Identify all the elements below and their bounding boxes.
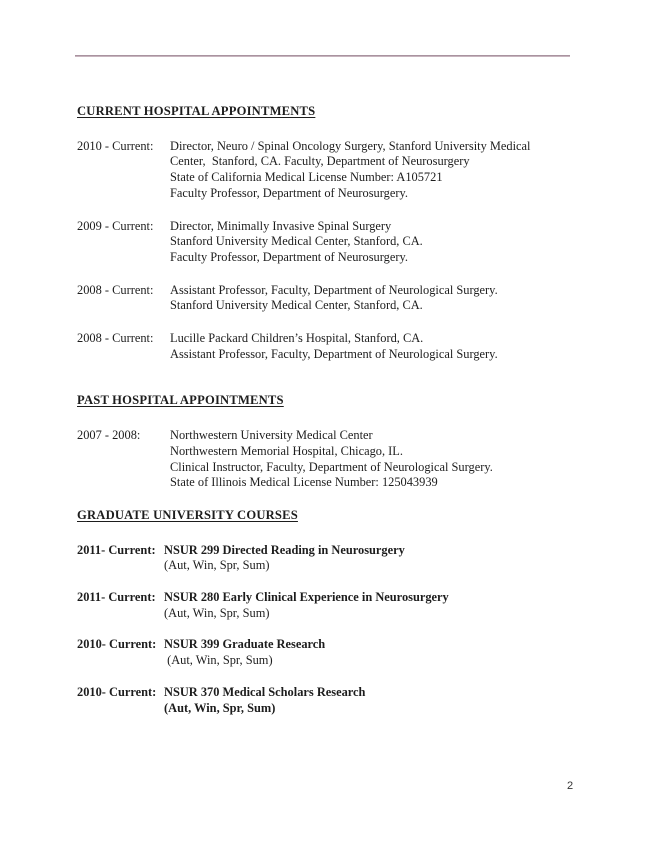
- entry-line: Assistant Professor, Faculty, Department of Neurological Surgery.: [170, 282, 498, 297]
- entry-line: Northwestern Memorial Hospital, Chicago, IL.: [170, 443, 403, 458]
- course-entry: [77, 543, 607, 574]
- course-date: 2011- Current:: [77, 590, 156, 605]
- entry-line: Stanford University Medical Center, Stanford, CA.: [170, 234, 423, 249]
- entry-line: State of Illinois Medical License Number: 125043939: [170, 475, 438, 490]
- entry-line: Lucille Packard Children’s Hospital, Stanford, CA.: [170, 331, 424, 346]
- entry-description: [170, 283, 607, 314]
- course-entry: [77, 685, 607, 716]
- course-terms: (Aut, Win, Spr, Sum): [164, 605, 270, 620]
- entry-description: [170, 331, 607, 362]
- page-number: 2: [567, 780, 574, 792]
- entry-date: 2009 - Current:: [77, 218, 154, 233]
- course-title: NSUR 399 Graduate Research: [164, 637, 326, 652]
- course-terms: (Aut, Win, Spr, Sum): [164, 653, 273, 668]
- entry-line: Assistant Professor, Faculty, Department of Neurological Surgery.: [170, 346, 498, 361]
- entry-description: [170, 139, 607, 202]
- appointment-entry: [77, 331, 607, 362]
- section-heading: CURRENT HOSPITAL APPOINTMENTS: [77, 104, 316, 118]
- course-description: [164, 685, 607, 716]
- course-terms: (Aut, Win, Spr, Sum): [164, 558, 270, 573]
- course-date: 2010- Current:: [77, 637, 157, 652]
- section-heading: PAST HOSPITAL APPOINTMENTS: [77, 393, 284, 408]
- entry-line: Director, Neuro / Spinal Oncology Surgery, Stanford University Medical: [170, 138, 531, 153]
- entry-line: State of California Medical License Number: A105721: [170, 170, 443, 185]
- course-entry: [77, 637, 607, 668]
- entry-line: Director, Minimally Invasive Spinal Surgery: [170, 218, 392, 233]
- appointment-entry: [77, 428, 607, 491]
- course-title: NSUR 370 Medical Scholars Research: [164, 684, 366, 699]
- course-description: [164, 543, 607, 574]
- section-heading: GRADUATE UNIVERSITY COURSES: [77, 507, 298, 522]
- course-title: NSUR 299 Directed Reading in Neurosurgery: [164, 542, 405, 557]
- document-body: [77, 104, 607, 732]
- course-entry: [77, 590, 607, 621]
- entry-line: Stanford University Medical Center, Stanford, CA.: [170, 298, 423, 313]
- section-graduate-university-courses: [77, 508, 607, 716]
- appointment-entry: [77, 283, 607, 314]
- course-date: 2010- Current:: [77, 684, 157, 699]
- entry-date: 2007 - 2008:: [77, 428, 141, 443]
- entry-date: 2008 - Current:: [77, 282, 154, 297]
- course-date: 2011- Current:: [77, 542, 156, 557]
- entry-date: 2008 - Current:: [77, 331, 154, 346]
- header-rule: [75, 55, 570, 57]
- entry-line: Center, Stanford, CA. Faculty, Department of Neurosurgery: [170, 154, 470, 169]
- appointment-entry: [77, 139, 607, 202]
- section-current-hospital-appointments: [77, 104, 607, 362]
- course-description: [164, 590, 607, 621]
- entry-description: [170, 219, 607, 266]
- course-terms: (Aut, Win, Spr, Sum): [164, 700, 276, 715]
- entry-line: Faculty Professor, Department of Neurosurgery.: [170, 185, 408, 200]
- section-past-hospital-appointments: [77, 393, 607, 491]
- course-description: [164, 637, 607, 668]
- entry-date: 2010 - Current:: [77, 138, 154, 153]
- entry-line: Faculty Professor, Department of Neurosurgery.: [170, 249, 408, 264]
- entry-line: Clinical Instructor, Faculty, Department of Neurological Surgery.: [170, 459, 493, 474]
- appointment-entry: [77, 219, 607, 266]
- entry-line: Northwestern University Medical Center: [170, 428, 373, 443]
- entry-description: [170, 428, 607, 491]
- course-title: NSUR 280 Early Clinical Experience in Neurosurgery: [164, 590, 449, 605]
